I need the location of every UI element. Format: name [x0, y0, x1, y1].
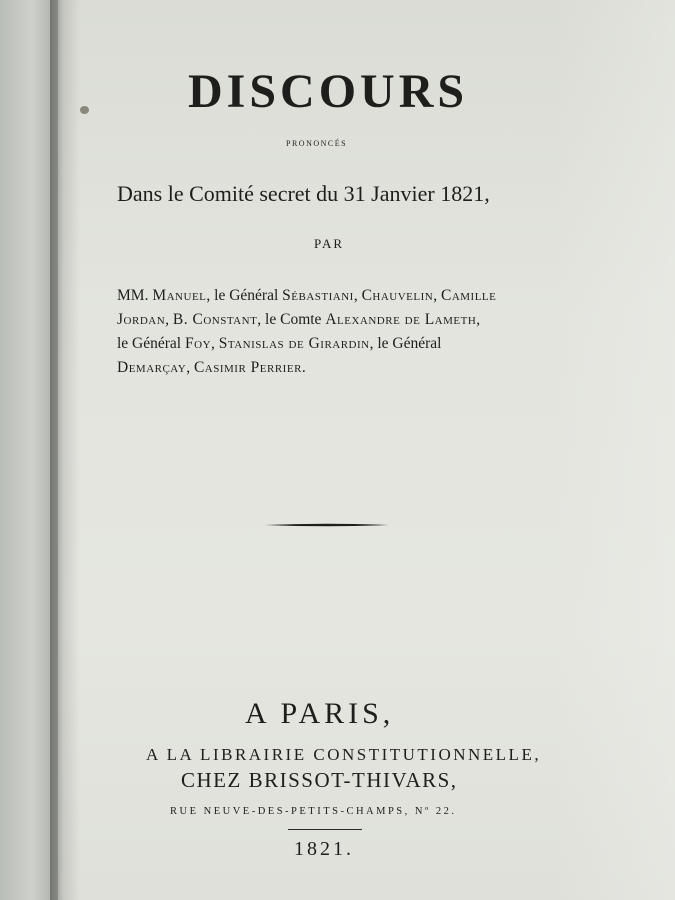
author-name: Sébastiani: [282, 287, 354, 304]
author-name: Casimir Perrier: [193, 359, 302, 376]
author-title: , le Comte: [257, 311, 326, 328]
book-title: DISCOURS: [188, 65, 469, 118]
separator: ,: [353, 287, 362, 304]
title-page: [58, 0, 675, 900]
paper-stain: [80, 106, 89, 114]
authors-line-2: [117, 308, 545, 332]
gutter-shadow: [50, 0, 80, 900]
author-name: Stanislas de Girardin: [218, 335, 370, 352]
authors-line-3: [117, 332, 545, 356]
author-name: Camille: [440, 287, 497, 304]
imprint-address: RUE NEUVE-DES-PETITS-CHAMPS, Nº 22.: [170, 806, 457, 817]
imprint-publisher: CHEZ BRISSOT-THIVARS,: [181, 768, 458, 792]
author-name: Jordan: [117, 311, 166, 328]
imprint-year: 1821.: [294, 838, 354, 860]
separator: ,: [211, 335, 219, 352]
author-name: Chauvelin: [361, 287, 434, 304]
date-rule: [288, 829, 362, 830]
authors-block: [117, 284, 545, 380]
authors-prefix: MM.: [117, 287, 153, 304]
separator: ,: [476, 311, 481, 328]
author-title: le Général: [117, 335, 185, 352]
separator: ,: [165, 311, 173, 328]
subtitle-prononces: prononcés: [286, 137, 348, 149]
author-name: Foy: [185, 335, 212, 352]
par-label: PAR: [314, 236, 345, 251]
separator: .: [301, 359, 306, 376]
imprint-city: A PARIS,: [245, 697, 395, 730]
author-title: , le Général: [206, 287, 283, 304]
imprint-librairie: A LA LIBRAIRIE CONSTITUTIONNELLE,: [146, 745, 542, 764]
author-title: , le Général: [369, 335, 442, 352]
authors-line-1: [117, 284, 545, 308]
author-name: Demarçay: [117, 359, 187, 376]
separator: ,: [433, 287, 441, 304]
separator: ,: [186, 359, 194, 376]
author-name: Manuel: [152, 287, 207, 304]
author-name: B. Constant: [172, 311, 258, 328]
author-name: Alexandre de Lameth: [325, 311, 477, 328]
session-line: Dans le Comité secret du 31 Janvier 1821,: [117, 181, 490, 206]
ornamental-rule: [265, 523, 389, 527]
authors-line-4: [117, 356, 545, 380]
